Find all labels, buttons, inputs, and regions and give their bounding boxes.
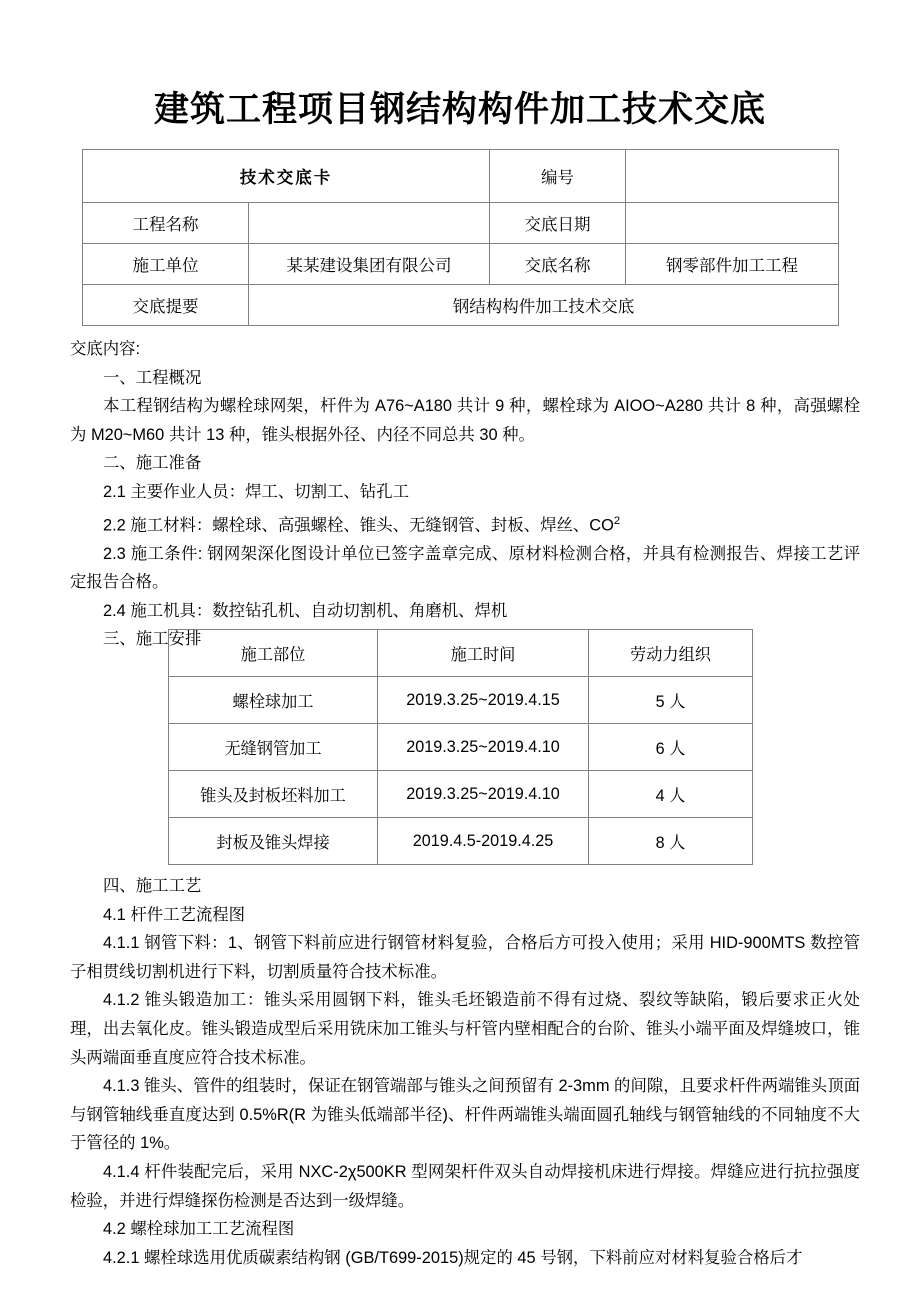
value-construction-unit: 某某建设集团有限公司 <box>249 244 490 285</box>
table-row <box>83 203 839 244</box>
section-2-3: 2.3 施工条件: 钢网架深化图设计单位已签字盖章完成、原材料检测合格，并具有检测报告、焊接工艺评定报告合格。 <box>70 544 860 592</box>
label-number: 编号 <box>490 150 626 203</box>
table-row <box>169 677 753 724</box>
cell-labor: 6 人 <box>589 724 753 771</box>
content-heading: 交底内容: <box>70 340 141 358</box>
value-disclosure-summary: 钢结构构件加工技术交底 <box>249 285 839 326</box>
section-4-1-3: 4.1.3 锥头、管件的组装时，保证在钢管端部与锥头之间预留有 2-3mm 的间隙，且要求杆件两端锥头顶面与钢管轴线垂直度达到 0.5%R(R 为锥头低端部半径)、杆件两端锥头端面圆孔轴线与钢管轴线的不同轴度不大于管径的 1%。 <box>70 1077 860 1153</box>
section-4-2-1: 4.2.1 螺栓球选用优质碳素结构钢 (GB/T699-2015)规定的 45 号钢，下料前应对材料复验合格后才 <box>103 1248 803 1267</box>
column-header-labor: 劳动力组织 <box>589 630 753 677</box>
label-project-name: 工程名称 <box>83 203 249 244</box>
cell-part: 封板及锥头焊接 <box>169 818 378 865</box>
section-2-4: 2.4 施工机具：数控钻孔机、自动切割机、角磨机、焊机 <box>103 601 508 620</box>
cell-labor: 8 人 <box>589 818 753 865</box>
content-lower <box>70 872 860 1272</box>
cell-part: 锥头及封板坯料加工 <box>169 771 378 818</box>
superscript-two: 2 <box>613 514 621 527</box>
value-disclosure-date <box>626 203 839 244</box>
section-4-2: 4.2 螺栓球加工工艺流程图 <box>103 1220 295 1239</box>
cell-part: 螺栓球加工 <box>169 677 378 724</box>
section-3-heading: 三、施工安排 <box>103 630 202 649</box>
section-4-heading: 四、施工工艺 <box>103 877 202 895</box>
label-disclosure-name: 交底名称 <box>490 244 626 285</box>
table-header-row <box>169 630 753 677</box>
section-1-paragraph: 本工程钢结构为螺栓球网架，杆件为 A76~A180 共计 9 种，螺栓球为 AIOO~A280 共计 8 种，高强螺栓为 M20~M60 共计 13 种，锥头根据外径、内径不同总共 30 种。 <box>70 397 860 444</box>
page-title: 建筑工程项目钢结构构件加工技术交底 <box>153 90 766 129</box>
cell-time: 2019.3.25~2019.4.10 <box>378 724 589 771</box>
section-4-1-1: 4.1.1 钢管下料：1、钢管下料前应进行钢管材料复验，合格后方可投入使用；采用 HID-900MTS 数控管子相贯线切割机进行下料，切割质量符合技术标准。 <box>70 934 860 981</box>
label-construction-unit: 施工单位 <box>83 244 249 285</box>
label-disclosure-date: 交底日期 <box>490 203 626 244</box>
table-row <box>83 285 839 326</box>
section-4-1-4: 4.1.4 杆件装配完后，采用 NXC-2χ500KR 型网架杆件双头自动焊接机床进行焊接。焊缝应进行抗拉强度检验，并进行焊缝探伤检测是否达到一级焊缝。 <box>70 1162 860 1210</box>
construction-schedule-table <box>168 629 753 865</box>
column-header-time: 施工时间 <box>378 630 589 677</box>
card-title-cell: 技术交底卡 <box>83 150 490 203</box>
cell-time: 2019.3.25~2019.4.15 <box>378 677 589 724</box>
section-4-1-2: 4.1.2 锥头锻造加工：锥头采用圆钢下料，锥头毛坯锻造前不得有过烧、裂纹等缺陷，锻后要求正火处理，出去氧化皮。锥头锻造成型后采用铣床加工锥头与杆管内壁相配合的台阶、锥头小端平面及焊缝坡口，锥头两端面垂直度应符合技术标准。 <box>70 991 860 1067</box>
value-disclosure-name: 钢零部件加工工程 <box>626 244 839 285</box>
table-row <box>169 724 753 771</box>
table-row <box>169 818 753 865</box>
section-2-2-text: 2.2 施工材料：螺栓球、高强螺栓、锥头、无缝钢管、封板、焊丝、CO <box>103 516 614 535</box>
schedule-table-wrapper <box>168 629 752 865</box>
value-number <box>626 150 839 203</box>
column-header-part: 施工部位 <box>169 630 378 677</box>
table-row <box>83 244 839 285</box>
content-upper <box>70 335 860 654</box>
label-disclosure-summary: 交底提要 <box>83 285 249 326</box>
table-row <box>83 150 839 203</box>
section-1-heading: 一、工程概况 <box>103 368 202 387</box>
cell-labor: 4 人 <box>589 771 753 818</box>
cell-labor: 5 人 <box>589 677 753 724</box>
cell-part: 无缝钢管加工 <box>169 724 378 771</box>
technical-disclosure-header-table <box>82 149 839 326</box>
table-row <box>169 771 753 818</box>
section-2-heading: 二、施工准备 <box>103 454 202 473</box>
cell-time: 2019.4.5-2019.4.25 <box>378 818 589 865</box>
section-4-1: 4.1 杆件工艺流程图 <box>103 905 246 924</box>
value-project-name <box>249 203 490 244</box>
section-2-1: 2.1 主要作业人员：焊工、切割工、钻孔工 <box>103 482 409 501</box>
section-2-2 <box>70 507 860 540</box>
cell-time: 2019.3.25~2019.4.10 <box>378 771 589 818</box>
